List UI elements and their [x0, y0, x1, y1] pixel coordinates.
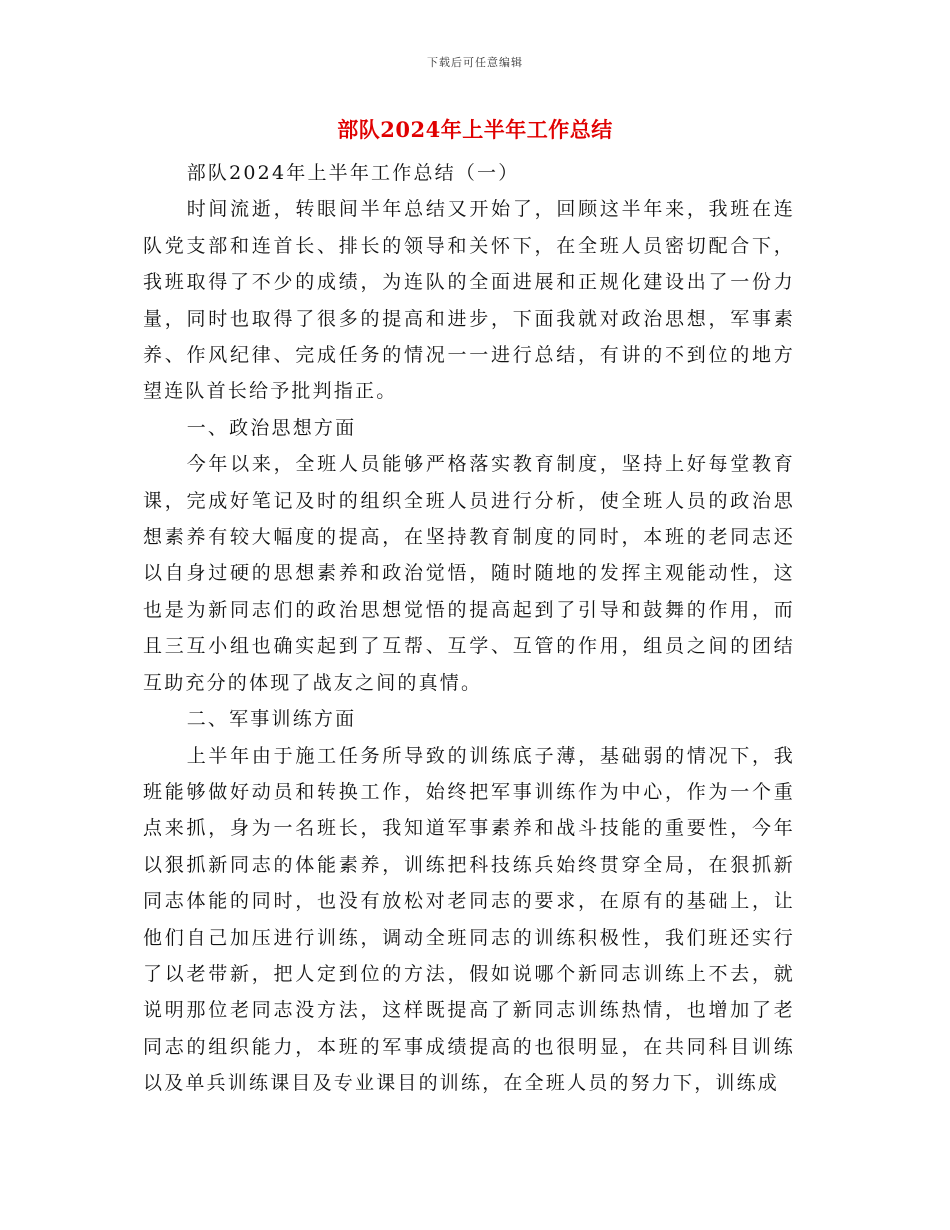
subtitle-paragraph: 部队2024年上半年工作总结（一） — [186, 162, 520, 184]
header-note: 下载后可任意编辑 — [427, 56, 523, 69]
political-paragraph: 今年以来，全班人员能够严格落实教育制度，坚持上好每堂教育课，完成好笔记及时的组织全班人员进行分析，使全班人员的政治思想素养有较大幅度的提高，在坚持教育制度的同时，本班的老同志还以自身过硬的思想素养和政治觉悟，随时随地的发挥主观能动性，这也是为新同志们的政治思想觉悟的提高起到了引导和鼓舞的作用，而且三互小组也确实起到了互帮、互学、互管的作用，组员之间的团结互助充分的体现了战友之间的真情。 — [143, 453, 795, 694]
document-title: 部队2024年上半年工作总结 — [337, 117, 613, 142]
section-heading-military: 二、军事训练方面 — [186, 708, 357, 731]
section-heading-political: 一、政治思想方面 — [186, 416, 357, 439]
document-body — [143, 155, 795, 1102]
intro-paragraph: 时间流逝，转眼间半年总结又开始了，回顾这半年来，我班在连队党支部和连首长、排长的领导和关怀下，在全班人员密切配合下，我班取得了不少的成绩，为连队的全面进展和正规化建设出了一份力量，同时也取得了很多的提高和进步，下面我就对政治思想，军事素养、作风纪律、完成任务的情况一一进行总结，有讲的不到位的地方望连队首长给予批判指正。 — [143, 198, 795, 403]
military-paragraph: 上半年由于施工任务所导致的训练底子薄，基础弱的情况下，我班能够做好动员和转换工作，始终把军事训练作为中心，作为一个重点来抓，身为一名班长，我知道军事素养和战斗技能的重要性，今年以狠抓新同志的体能素养，训练把科技练兵始终贯穿全局，在狠抓新同志体能的同时，也没有放松对老同志的要求，在原有的基础上，让他们自己加压进行训练，调动全班同志的训练积极性，我们班还实行了以老带新，把人定到位的方法，假如说哪个新同志训练上不去，就说明那位老同志没方法，这样既提高了新同志训练热情，也增加了老同志的组织能力，本班的军事成绩提高的也很明显，在共同科目训练以及单兵训练课目及专业课目的训练，在全班人员的努力下，训练成 — [143, 744, 795, 1095]
